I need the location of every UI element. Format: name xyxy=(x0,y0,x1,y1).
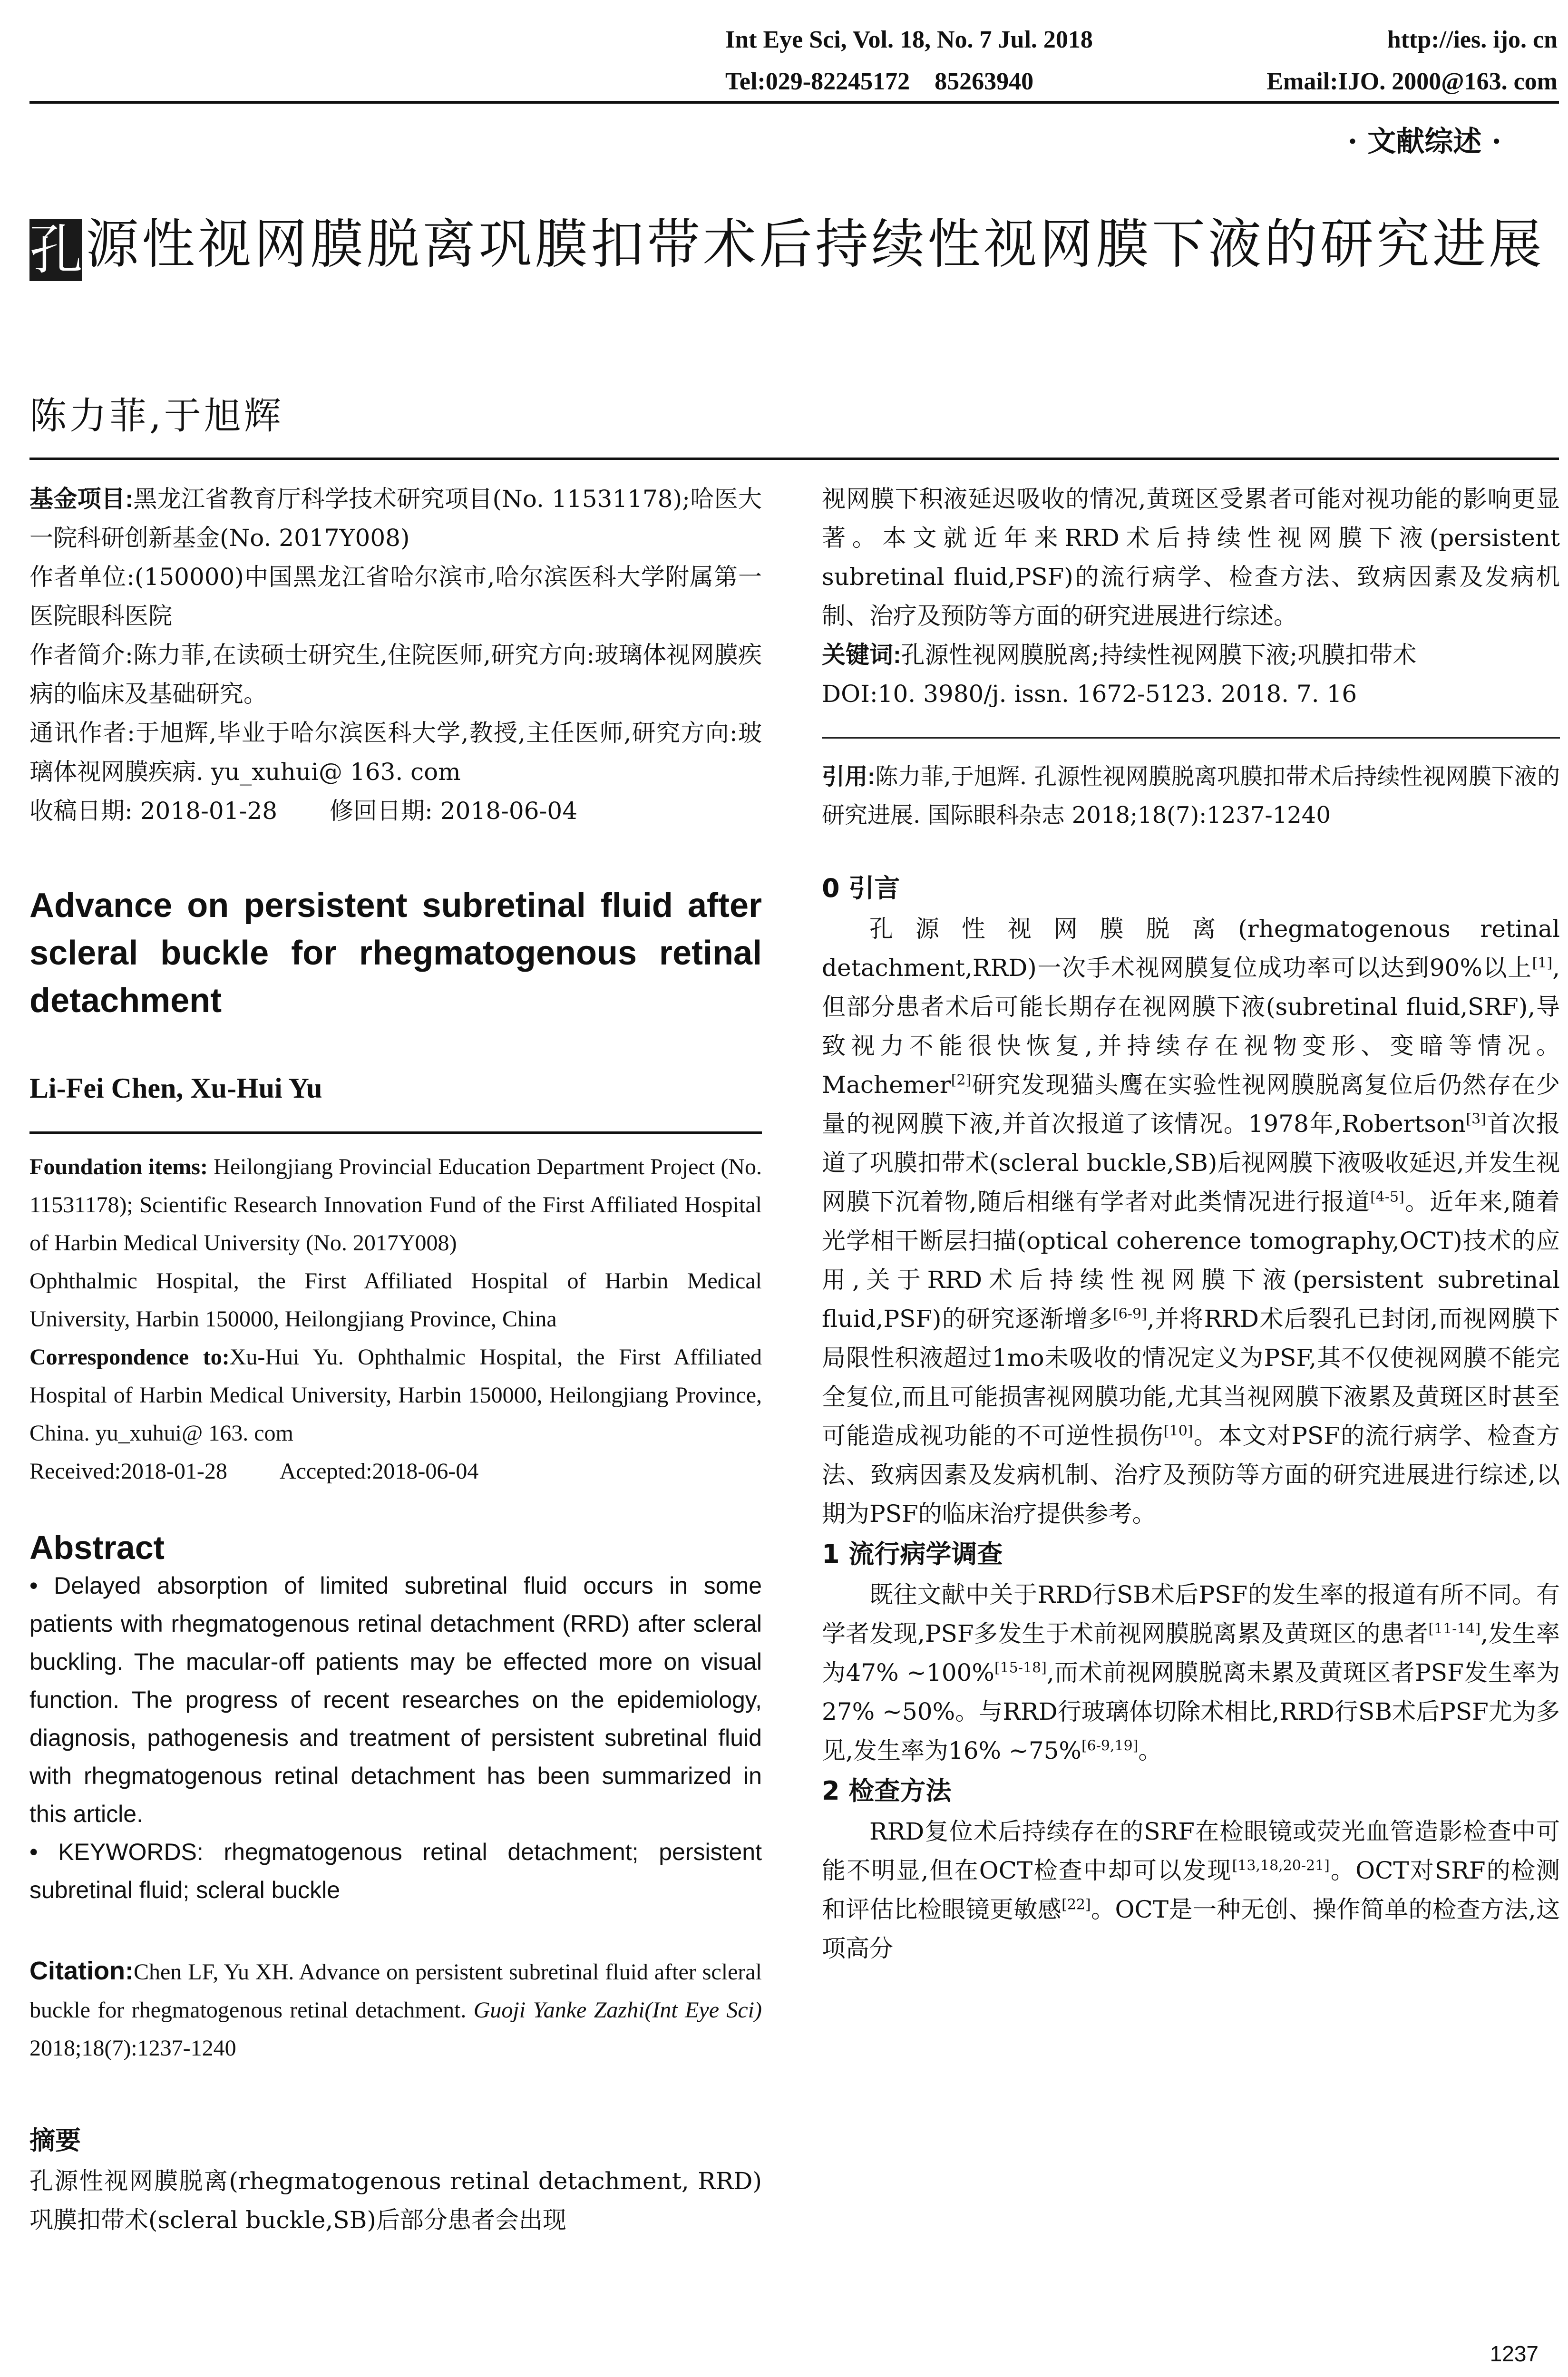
accepted-en: Accepted:2018-06-04 xyxy=(279,1459,479,1484)
article-title-cn xyxy=(29,205,1559,284)
abstract-cn-body-start: 孔源性视网膜脱离(rhegmatogenous retinal detachment, RRD)巩膜扣带术(scleral buckle,SB)后部分患者会出现 xyxy=(29,2167,762,2234)
ref-11-14[interactable]: [11-14] xyxy=(1428,1620,1481,1637)
abstract-cn-body-cont: 视网膜下积液延迟吸收的情况,黄斑区受累者可能对视功能的影响更显著。本文就近年来RRD术后持续性视网膜下液(persistent subretinal fluid,PSF)的流行病学、检查方法、致病因素及发病机制、治疗及预防等方面的研究进展进行综述。 xyxy=(822,485,1560,630)
section-0-heading: 0 引言 xyxy=(822,873,900,903)
citation-label-cn: 引用: xyxy=(822,764,876,789)
s0-text-e: 。近年来,随着光学相干断层扫描(optical coherence tomography,OCT)技术的应用,关于RRD术后持续性视网膜下液(persistent subretinal fluid,PSF)的研究逐渐增多 xyxy=(822,1188,1560,1333)
s0-text-c: 研究发现猫头鹰在实验性视网膜脱离复位后仍然存在少量的视网膜下液,并首次报道了该情况。1978年,Robertson xyxy=(822,1071,1560,1138)
journal-email[interactable]: Email:IJO. 2000@163. com xyxy=(1266,68,1558,95)
doi[interactable]: DOI:10. 3980/j. issn. 1672-5123. 2018. 7. 16 xyxy=(822,680,1357,708)
foundation-label-en: Foundation items: xyxy=(29,1154,208,1179)
page-number: 1237 xyxy=(1490,2341,1539,2366)
section-0-paragraph xyxy=(822,909,1560,1533)
s1-text-c: ,而术前视网膜脱离未累及黄斑区者PSF发生率为27% ~50%。与RRD行玻璃体切除术相比,RRD行SB术后PSF尤为多见,发生率为16% ~75% xyxy=(822,1659,1560,1764)
received-en: Received:2018-01-28 xyxy=(29,1459,227,1484)
info-cn xyxy=(29,479,762,830)
intro-cn: 作者简介:陈力菲,在读硕士研究生,住院医师,研究方向:玻璃体视网膜疾病的临床及基础研究。 xyxy=(29,641,762,708)
header-rule xyxy=(29,101,1559,104)
unit-cn: 作者单位:(150000)中国黑龙江省哈尔滨市,哈尔滨医科大学附属第一医院眼科医院 xyxy=(29,563,762,630)
title-dropcap: 孔 xyxy=(29,219,86,281)
ref-1[interactable]: [1] xyxy=(1532,955,1553,972)
journal-tel: Tel:029-82245172 85263940 xyxy=(725,68,1034,95)
citation-en-b: 2018;18(7):1237-1240 xyxy=(29,2036,236,2061)
foundation-en: Heilongjiang Provincial Education Department Project (No. 11531178); Scientific Research Innovation Fund of the First Affiliated Hospital of Harbin Medical University (No. 2017Y008) xyxy=(29,1154,762,1256)
ref-6-9-19[interactable]: [6-9,19] xyxy=(1081,1737,1139,1754)
authors-en: Li-Fei Chen, Xu-Hui Yu xyxy=(29,1072,322,1104)
section-2-paragraph xyxy=(822,1812,1560,1968)
citation-label-en: Citation: xyxy=(29,1957,134,1985)
ref-2[interactable]: [2] xyxy=(951,1072,972,1089)
citation-en-a: Chen LF, Yu XH. Advance on persistent subretinal fluid after scleral buckle for rhegmatogenous retinal detachment. xyxy=(29,1959,762,2023)
ref-6-9[interactable]: [6-9] xyxy=(1113,1305,1147,1323)
s0-text-b: ,但部分患者术后可能长期存在视网膜下液(subretinal fluid,SRF),导致视力不能很快恢复,并持续存在视物变形、变暗等情况。Machemer xyxy=(822,954,1560,1099)
citation-journal: Guoji Yanke Zazhi(Int Eye Sci) xyxy=(473,1997,762,2023)
received-cn: 收稿日期: 2018-01-28 xyxy=(29,797,278,825)
title-rule xyxy=(29,458,1559,460)
ref-10[interactable]: [10] xyxy=(1163,1422,1193,1440)
ref-22[interactable]: [22] xyxy=(1062,1896,1091,1913)
s0-text-f: ,并将RRD术后裂孔已封闭,而视网膜下局限性积液超过1mo未吸收的情况定义为PSF,其不仅使视网膜不能完全复位,而且可能损害视网膜功能,尤其当视网膜下液累及黄斑区时甚至可能造成视功能的不可逆性损伤 xyxy=(822,1305,1560,1450)
revised-cn: 修回日期: 2018-06-04 xyxy=(330,797,578,825)
affiliation-en: Ophthalmic Hospital, the First Affiliated Hospital of Harbin Medical University, Harbin 150000, Heilongjiang Province, China xyxy=(29,1268,762,1332)
abstract-keywords: • KEYWORDS: rhegmatogenous retinal detachment; persistent subretinal fluid; scleral buckle xyxy=(29,1839,762,1903)
info-en xyxy=(29,1148,762,1490)
s0-text-a: 孔源性视网膜脱离(rhegmatogenous retinal detachment,RRD)一次手术视网膜复位成功率可以达到90%以上 xyxy=(822,915,1560,982)
section-tag: · 文献综述 · xyxy=(1347,125,1501,158)
s2-text-b: 。OCT对SRF的检测和评估比检眼镜更敏感 xyxy=(822,1857,1560,1923)
ref-4-5[interactable]: [4-5] xyxy=(1370,1188,1404,1206)
ref-15-18[interactable]: [15-18] xyxy=(994,1659,1047,1676)
correspondence-cn: 通讯作者:于旭辉,毕业于哈尔滨医科大学,教授,主任医师,研究方向:玻璃体视网膜疾病. yu_xuhui@ 163. com xyxy=(29,719,762,786)
section-1-heading: 1 流行病学调查 xyxy=(822,1539,1003,1569)
title-rest: 源性视网膜脱离巩膜扣带术后持续性视网膜下液的研究进展 xyxy=(86,214,1545,275)
keywords-label-cn: 关键词: xyxy=(822,642,901,668)
s2-text-a: RRD复位术后持续存在的SRF在检眼镜或荧光血管造影检查中可能不明显,但在OCT检查中却可以发现 xyxy=(822,1818,1560,1884)
authors-cn: 陈力菲,于旭辉 xyxy=(29,395,284,438)
s1-text-a: 既往文献中关于RRD行SB术后PSF的发生率的报道有所不同。有学者发现,PSF多发生于术前视网膜脱离累及黄斑区的患者 xyxy=(822,1581,1560,1647)
ref-3[interactable]: [3] xyxy=(1466,1111,1486,1128)
keywords-cn: 孔源性视网膜脱离;持续性视网膜下液;巩膜扣带术 xyxy=(901,641,1417,669)
doi-rule xyxy=(822,713,1560,739)
section-1-paragraph xyxy=(822,1575,1560,1770)
correspondence-en: Xu-Hui Yu. Ophthalmic Hospital, the First Affiliated Hospital of Harbin Medical University, Harbin 150000, Heilongjiang Province, China. yu_xuhui@ 163. com xyxy=(29,1344,762,1446)
abstract-heading: Abstract xyxy=(29,1529,165,1566)
abstract-body: • Delayed absorption of limited subretinal fluid occurs in some patients with rhegmatogenous retinal detachment (RRD) after scleral buckling. The macular-off patients may be effected more on visual function. The progress of recent researches on the epidemiology, diagnosis, pathogenesis and treatment of persistent subretinal fluid with rhegmatogenous retinal detachment has been summarized in this article. xyxy=(29,1572,762,1827)
journal-citation-line: Int Eye Sci, Vol. 18, No. 7 Jul. 2018 xyxy=(725,26,1093,53)
section-2-heading: 2 检查方法 xyxy=(822,1776,952,1806)
citation-en xyxy=(29,1952,762,2067)
journal-header xyxy=(725,19,1558,103)
left-column xyxy=(29,479,762,2240)
article-title-en: Advance on persistent subretinal fluid after scleral buckle for rhegmatogenous retinal detachment xyxy=(29,887,762,1020)
s0-text-g: 。本文对PSF的流行病学、检查方法、致病因素及发病机制、治疗及预防等方面的研究进展进行综述,以期为PSF的临床治疗提供参考。 xyxy=(822,1422,1560,1528)
s1-text-b: ,发生率为47% ~100% xyxy=(822,1620,1560,1686)
abstract-cn-heading: 摘要 xyxy=(29,2125,81,2155)
s2-text-c: 。OCT是一种无创、操作简单的检查方法,这项高分 xyxy=(822,1896,1560,1962)
ref-13-21[interactable]: [13,18,20-21] xyxy=(1232,1857,1330,1874)
s0-text-d: 首次报道了巩膜扣带术(scleral buckle,SB)后视网膜下液吸收延迟,并发生视网膜下沉着物,随后相继有学者对此类情况进行报道 xyxy=(822,1110,1560,1216)
foundation-label-cn: 基金项目: xyxy=(29,486,134,512)
right-column xyxy=(822,479,1560,1968)
citation-cn: 陈力菲,于旭辉. 孔源性视网膜脱离巩膜扣带术后持续性视网膜下液的研究进展. 国际眼科杂志 2018;18(7):1237-1240 xyxy=(822,763,1560,828)
foundation-cn: 黑龙江省教育厅科学技术研究项目(No. 11531178);哈医大一院科研创新基金(No. 2017Y008) xyxy=(29,485,762,552)
journal-website[interactable]: http://ies. ijo. cn xyxy=(1387,26,1558,53)
correspondence-label-en: Correspondence to: xyxy=(29,1344,230,1370)
s1-text-d: 。 xyxy=(1138,1737,1162,1764)
